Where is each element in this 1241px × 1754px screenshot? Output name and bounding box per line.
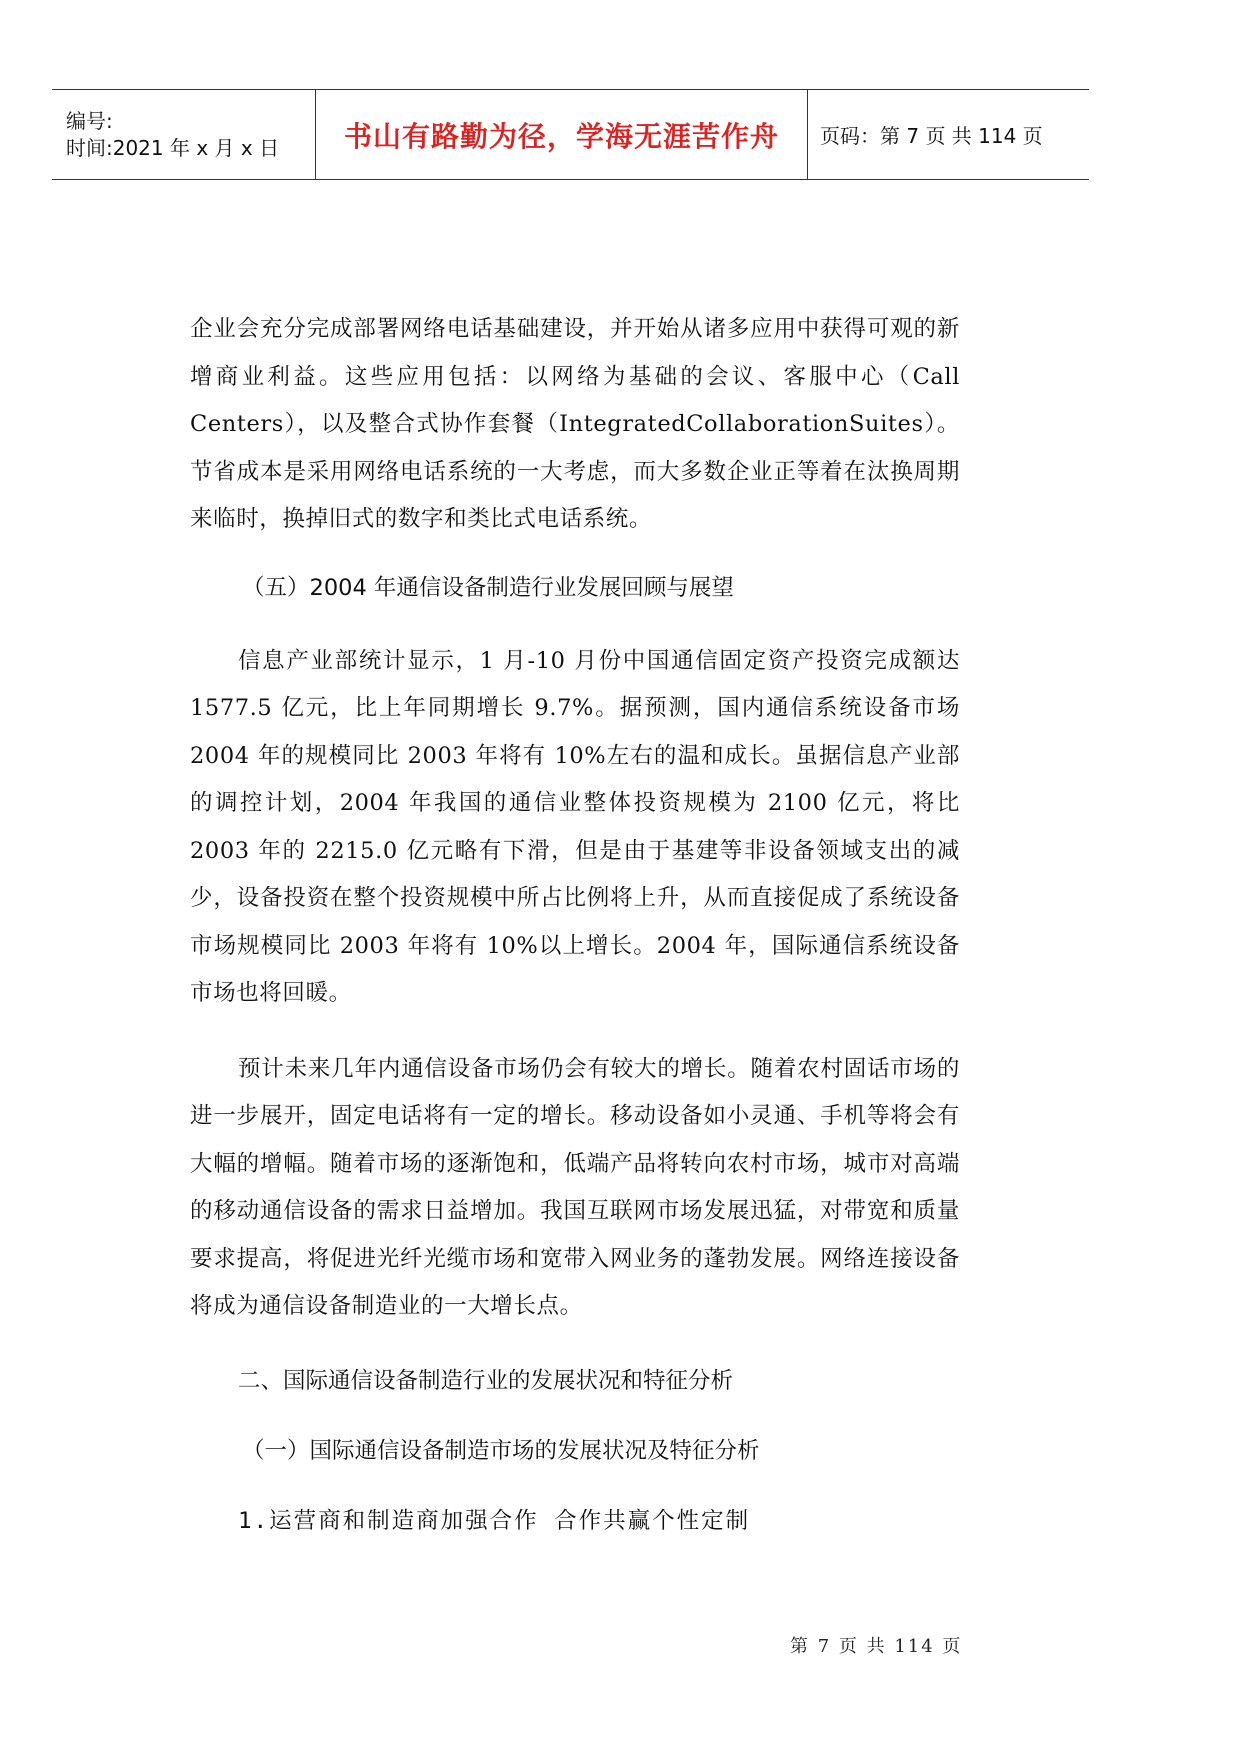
paragraph-voip-benefits: 企业会充分完成部署网络电话基础建设，并开始从诸多应用中获得可观的新增商业利益。这些应用包括：以网络为基础的会议、客服中心（Call Centers），以及整合式协作套餐（IntegratedCollaborationSuites）。节省成本是采用网络电话系统的一大考虑，而大多数企业正等着在汰换周期来临时，换掉旧式的数字和类比式电话系统。 xyxy=(190,316,960,532)
header-page-cell xyxy=(808,90,1089,179)
section-heading-2004-review: （五）2004 年通信设备制造行业发展回顾与展望 xyxy=(242,574,734,601)
paragraph-2004-statistics: 信息产业部统计显示，1 月-10 月份中国通信固定资产投资完成额达 1577.5 亿元，比上年同期增长 9.7%。据预测，国内通信系统设备市场 2004 年的规模同比 2003 年将有 10%左右的温和成长。虽据信息产业部的调控计划，2004 年我国的通信业整体投资规模为 2100 亿元，将比 2003 年的 2215.0 亿元略有下滑，但是由于基建等非设备领域支出的减少，设备投资在整个投资规模中所占比例将上升，从而直接促成了系统设备市场规模同比 2003 年将有 10%以上增长。2004 年，国际通信系统设备市场也将回暖。 xyxy=(190,647,960,1006)
chapter-heading-international: 二、国际通信设备制造行业的发展状况和特征分析 xyxy=(238,1367,734,1394)
serial-number-label: 编号: xyxy=(66,108,113,133)
document-body xyxy=(190,306,960,1541)
header-page-indicator: 页码：第 7 页 共 114 页 xyxy=(820,124,1043,148)
date-label: 时间:2021 年 x 月 x 日 xyxy=(66,135,280,160)
page-footer: 第 7 页 共 114 页 xyxy=(790,1636,963,1657)
subsection-heading-cooperation: 1.运营商和制造商加强合作 合作共赢个性定制 xyxy=(238,1507,751,1534)
section-heading-international-market: （一）国际通信设备制造市场的发展状况及特征分析 xyxy=(242,1437,760,1464)
motto-text: 书山有路勤为径，学海无涯苦作舟 xyxy=(343,119,779,153)
paragraph-market-outlook: 预计未来几年内通信设备市场仍会有较大的增长。随着农村固话市场的进一步展开，固定电话将有一定的增长。移动设备如小灵通、手机等将会有大幅的增幅。随着市场的逐渐饱和，低端产品将转向农村市场，城市对高端的移动通信设备的需求日益增加。我国互联网市场发展迅猛，对带宽和质量要求提高，将促进光纤光缆市场和宽带入网业务的蓬勃发展。网络连接设备将成为通信设备制造业的一大增长点。 xyxy=(190,1055,960,1319)
header-meta-cell xyxy=(52,90,316,179)
page-header xyxy=(52,89,1089,180)
header-motto-cell xyxy=(316,90,808,179)
